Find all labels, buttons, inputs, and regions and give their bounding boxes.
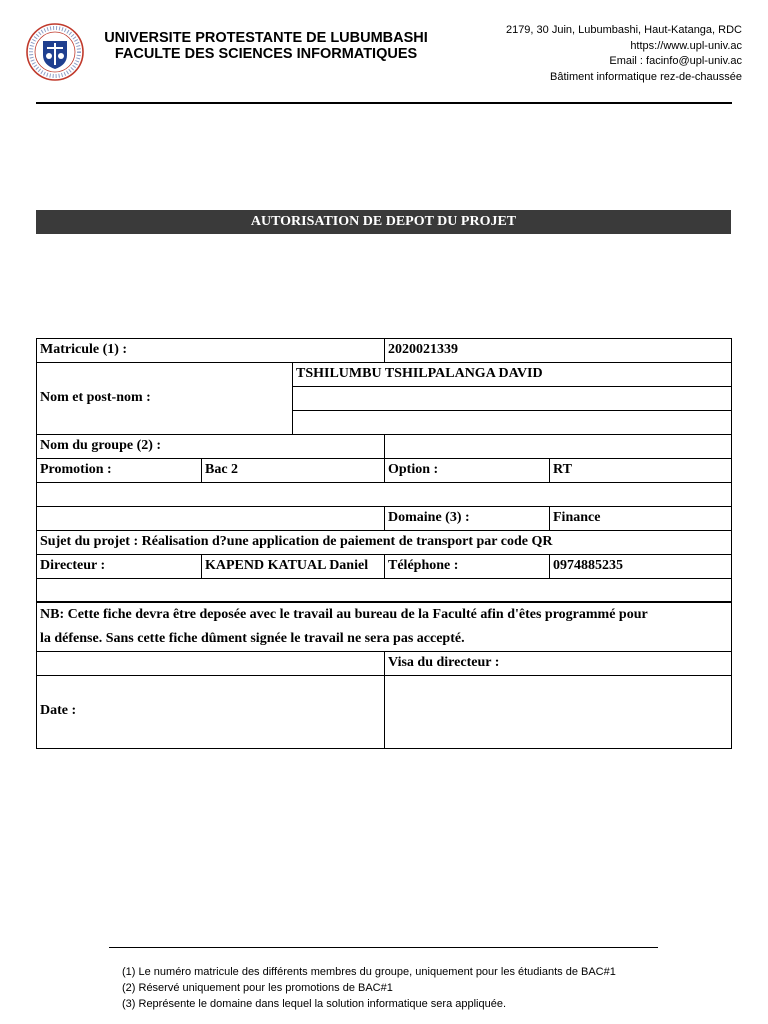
contact-block — [506, 23, 742, 85]
empty-row — [37, 483, 732, 507]
telephone-label: Téléphone : — [385, 555, 550, 579]
visa-label: Visa du directeur : — [385, 652, 732, 676]
footnote-3: (3) Représente le domaine dans lequel la solution informatique sera appliquée. — [122, 998, 507, 1010]
organization-name — [90, 30, 442, 62]
option-value: RT — [550, 459, 732, 483]
domaine-empty — [37, 507, 385, 531]
authorization-form — [36, 338, 732, 749]
email: Email : facinfo@upl-univ.ac — [609, 55, 742, 67]
footnote-1: (1) Le numéro matricule des différents membres du groupe, uniquement pour les étudiants de BAC#1 — [122, 966, 616, 978]
groupe-label: Nom du groupe (2) : — [37, 435, 385, 459]
footnote-divider — [109, 947, 658, 948]
nom-value-3 — [293, 411, 732, 435]
form-title: AUTORISATION DE DEPOT DU PROJET — [36, 210, 731, 234]
promotion-value: Bac 2 — [202, 459, 385, 483]
nb-line-2: la défense. Sans cette fiche dûment signée le travail ne sera pas accepté. — [40, 631, 465, 646]
faculty-name: FACULTE DES SCIENCES INFORMATIQUES — [114, 46, 418, 62]
matricule-label: Matricule (1) : — [37, 339, 385, 363]
address: 2179, 30 Juin, Lubumbashi, Haut-Katanga, RDC — [505, 24, 742, 36]
nom-value-1: TSHILUMBU TSHILPALANGA DAVID — [293, 363, 732, 387]
building: Bâtiment informatique rez-de-chaussée — [550, 70, 742, 83]
date-label: Date : — [37, 676, 385, 748]
university-name: UNIVERSITE PROTESTANTE DE LUBUMBASHI — [104, 30, 428, 46]
groupe-value — [385, 435, 732, 459]
sujet-projet: Sujet du projet : Réalisation d?une application de paiement de transport par code QR — [37, 531, 732, 555]
telephone-value: 0974885235 — [550, 555, 732, 579]
directeur-label: Directeur : — [37, 555, 202, 579]
university-logo — [25, 23, 85, 81]
nom-value-2 — [293, 387, 732, 411]
visa-empty — [37, 652, 385, 676]
nb-line-1: NB: Cette fiche devra être deposée avec le travail au bureau de la Faculté afin d'êtes programmé pour — [40, 607, 648, 622]
nom-label: Nom et post-nom : — [37, 363, 293, 435]
directeur-value: KAPEND KATUAL Daniel — [202, 555, 385, 579]
website: https://www.upl-univ.ac — [630, 39, 742, 52]
footnotes — [122, 964, 616, 1012]
empty-row-2 — [37, 579, 732, 603]
signature-area — [385, 676, 732, 748]
nb-note — [37, 603, 732, 652]
matricule-value: 2020021339 — [385, 339, 732, 363]
domaine-value: Finance — [550, 507, 732, 531]
option-label: Option : — [385, 459, 550, 483]
promotion-label: Promotion : — [37, 459, 202, 483]
domaine-label: Domaine (3) : — [385, 507, 550, 531]
header-divider — [36, 102, 732, 104]
footnote-2: (2) Réservé uniquement pour les promotions de BAC#1 — [122, 982, 393, 994]
